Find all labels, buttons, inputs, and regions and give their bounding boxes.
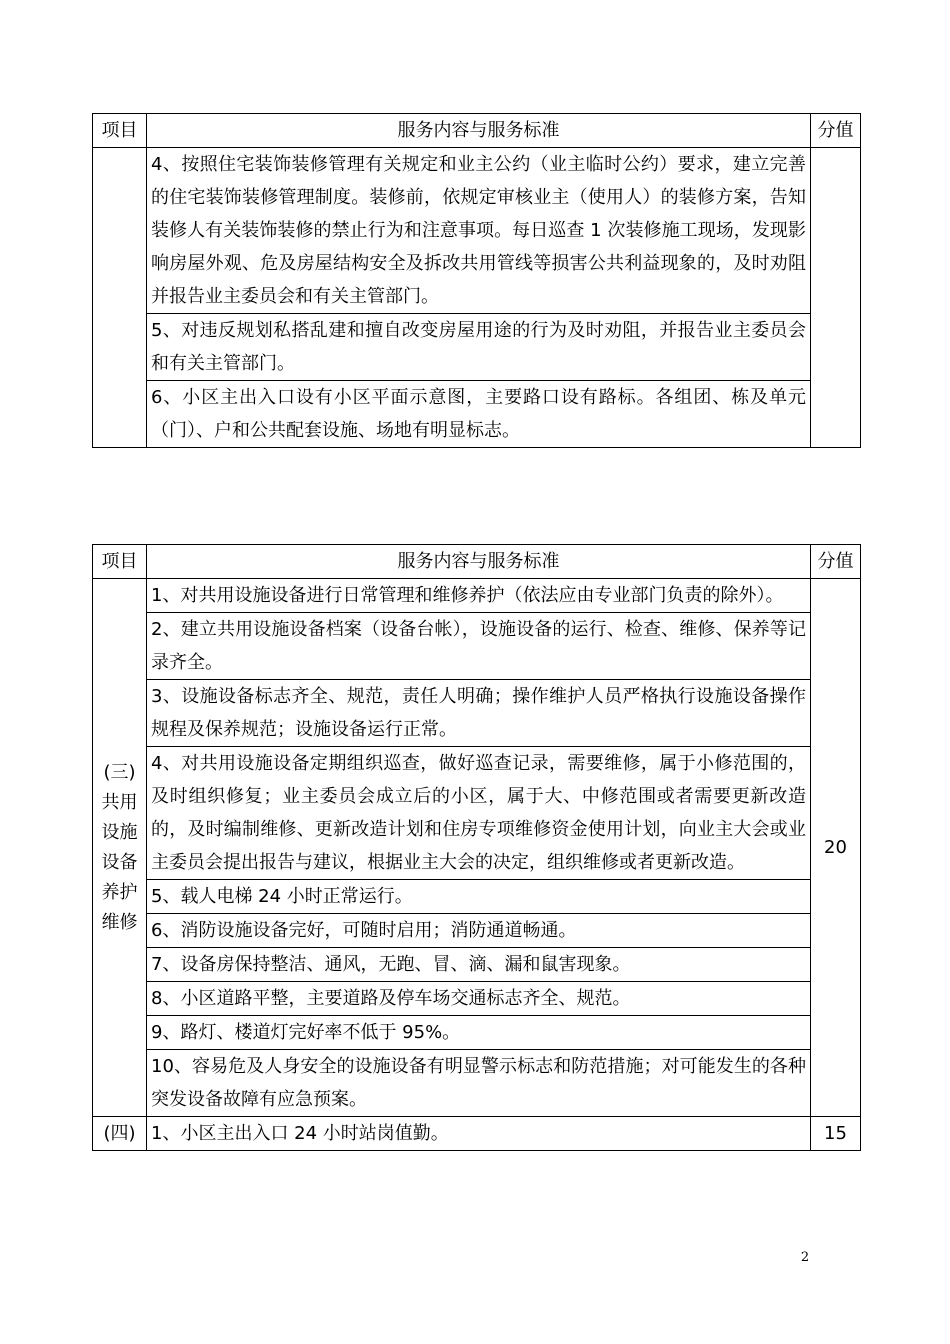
table-row bbox=[93, 1117, 861, 1151]
table-row bbox=[93, 314, 861, 381]
list-item: 2、建立共用设施设备档案（设备台帐），设施设备的运行、检查、维修、保养等记录齐全。 bbox=[147, 613, 811, 680]
item-illegal-construction: 5、对违反规划私搭乱建和擅自改变房屋用途的行为及时劝阻，并报告业主委员会和有关主管部门。 bbox=[147, 314, 811, 381]
section-3-label-line: 设备 bbox=[101, 851, 138, 873]
table-row bbox=[93, 680, 861, 747]
header-score: 分值 bbox=[811, 114, 861, 148]
table-row bbox=[93, 148, 861, 314]
section-3-label bbox=[93, 579, 147, 1117]
section-3-label-line: 养护 bbox=[101, 881, 138, 903]
table-row bbox=[93, 1050, 861, 1117]
item-signage: 6、小区主出入口设有小区平面示意图，主要路口设有路标。各组团、栋及单元（门）、户和公共配套设施、场地有明显标志。 bbox=[147, 381, 811, 448]
list-item: 6、消防设施设备完好，可随时启用；消防通道畅通。 bbox=[147, 914, 811, 948]
section-3-score: 20 bbox=[811, 579, 861, 1117]
list-item: 9、路灯、楼道灯完好率不低于 95%。 bbox=[147, 1016, 811, 1050]
table-row bbox=[93, 381, 861, 448]
header-project: 项目 bbox=[93, 545, 147, 579]
table-row bbox=[93, 948, 861, 982]
header-content: 服务内容与服务标准 bbox=[147, 545, 811, 579]
table-row bbox=[93, 880, 861, 914]
section-4-label: (四) bbox=[93, 1117, 147, 1151]
service-standard-table-continued bbox=[92, 113, 861, 448]
score-cell-empty bbox=[811, 148, 861, 448]
page-number: 2 bbox=[800, 1250, 810, 1265]
section-3-label-line: 维修 bbox=[101, 911, 138, 933]
table-row bbox=[93, 579, 861, 613]
list-item: 1、对共用设施设备进行日常管理和维修养护（依法应由专业部门负责的除外）。 bbox=[147, 579, 811, 613]
header-score: 分值 bbox=[811, 545, 861, 579]
header-project: 项目 bbox=[93, 114, 147, 148]
service-standard-table-facilities bbox=[92, 544, 861, 1151]
list-item: 1、小区主出入口 24 小时站岗值勤。 bbox=[147, 1117, 811, 1151]
list-item: 5、载人电梯 24 小时正常运行。 bbox=[147, 880, 811, 914]
project-cell-empty bbox=[93, 148, 147, 448]
table-row bbox=[93, 1016, 861, 1050]
list-item: 8、小区道路平整，主要道路及停车场交通标志齐全、规范。 bbox=[147, 982, 811, 1016]
table-header-row bbox=[93, 545, 861, 579]
table-row bbox=[93, 982, 861, 1016]
table-row bbox=[93, 613, 861, 680]
table-row bbox=[93, 747, 861, 880]
header-content: 服务内容与服务标准 bbox=[147, 114, 811, 148]
section-3-label-line: (三) bbox=[103, 761, 136, 783]
list-item: 10、容易危及人身安全的设施设备有明显警示标志和防范措施；对可能发生的各种突发设备故障有应急预案。 bbox=[147, 1050, 811, 1117]
section-4-score: 15 bbox=[811, 1117, 861, 1151]
list-item: 7、设备房保持整洁、通风，无跑、冒、滴、漏和鼠害现象。 bbox=[147, 948, 811, 982]
table-header-row bbox=[93, 114, 861, 148]
section-3-label-line: 共用 bbox=[101, 791, 138, 813]
list-item: 4、对共用设施设备定期组织巡查，做好巡查记录，需要维修，属于小修范围的，及时组织修复；业主委员会成立后的小区，属于大、中修范围或者需要更新改造的，及时编制维修、更新改造计划和住房专项维修资金使用计划，向业主大会或业主委员会提出报告与建议，根据业主大会的决定，组织维修或者更新改造。 bbox=[147, 747, 811, 880]
item-decoration-management: 4、按照住宅装饰装修管理有关规定和业主公约（业主临时公约）要求，建立完善的住宅装饰装修管理制度。装修前，依规定审核业主（使用人）的装修方案，告知装修人有关装饰装修的禁止行为和注意事项。每日巡查 1 次装修施工现场，发现影响房屋外观、危及房屋结构安全及拆改共用管线等损害公共利益现象的，及时劝阻并报告业主委员会和有关主管部门。 bbox=[147, 148, 811, 314]
list-item: 3、设施设备标志齐全、规范，责任人明确；操作维护人员严格执行设施设备操作规程及保养规范；设施设备运行正常。 bbox=[147, 680, 811, 747]
section-3-label-line: 设施 bbox=[101, 821, 138, 843]
table-row bbox=[93, 914, 861, 948]
